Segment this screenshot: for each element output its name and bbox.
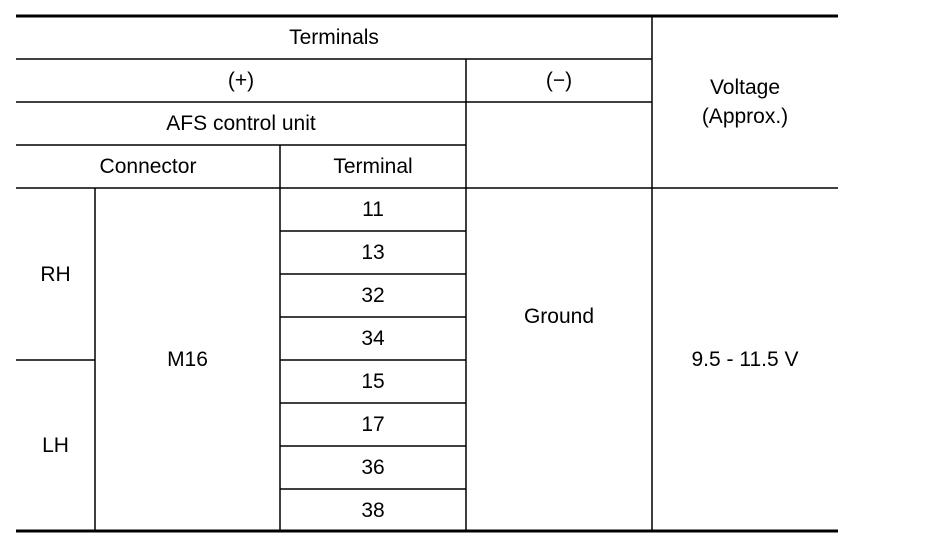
header-terminal: Terminal [333,155,413,178]
terminal-cell: 13 [361,241,385,264]
terminal-cell: 17 [361,413,385,436]
header-voltage: Voltage (Approx.) [701,76,789,128]
terminal-cell: 32 [361,284,385,307]
header-minus: (−) [545,69,573,92]
connector-m16: M16 [167,348,208,371]
terminal-cell: 11 [362,198,384,221]
terminal-cell: 38 [361,498,385,522]
terminal-cell: 15 [361,370,385,393]
terminal-cell: 34 [361,327,385,350]
header-control-unit: AFS control unit [166,112,316,135]
voltage-value: 9.5 - 11.5 V [691,348,799,371]
header-plus: (+) [227,69,255,92]
terminal-cell: 36 [361,456,385,479]
side-rh: RH [40,262,71,286]
ground-cell: Ground [523,305,595,328]
header-terminals: Terminals [289,26,379,49]
side-lh: LH [42,434,69,457]
header-connector: Connector [99,155,197,178]
